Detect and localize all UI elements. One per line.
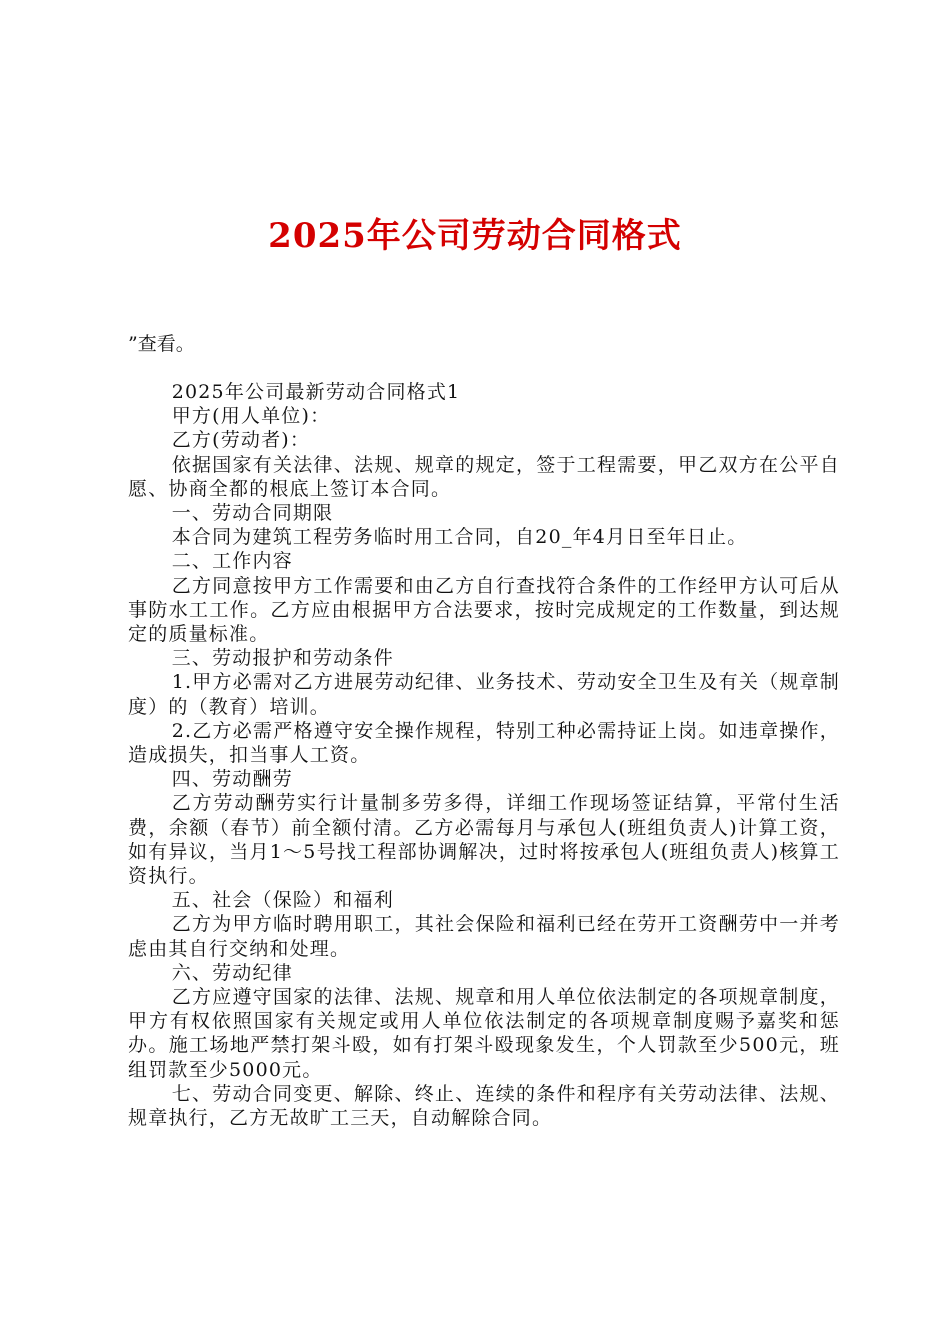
- clause-text-protection-1: 1.甲方必需对乙方进展劳动纪律、业务技术、劳动安全卫生及有关（规章制度）的（教育）培训。: [128, 671, 840, 718]
- page-title: 2025年公司劳动合同格式: [268, 216, 682, 256]
- intro-fragment: ”查看。: [128, 333, 195, 355]
- clause-text-protection-2: 2.乙方必需严格遵守安全操作规程，特别工种必需持证上岗。如违章操作，造成损失，扣当事人工资。: [128, 719, 840, 767]
- preamble-paragraph: 依据国家有关法律、法规、规章的规定，签于工程需要，甲乙双方在公平自愿、协商全都的根底上签订本合同。: [128, 453, 840, 500]
- clause-heading-discipline: 六、劳动纪律: [171, 961, 293, 984]
- party-a-line: 甲方(用人单位)：: [171, 405, 331, 428]
- clause-text-pay: 乙方劳动酬劳实行计量制多劳多得，详细工作现场签证结算，平常付生活费，余额（春节）前全额付清。乙方必需每月与承包人(班组负责人)计算工资，如有异议，当月1～5号找工程部协调解决，过时将按承包人(班组负责人)核算工资执行。: [128, 792, 840, 888]
- clause-heading-insurance: 五、社会（保险）和福利: [171, 889, 394, 912]
- clause-heading-term: 一、劳动合同期限: [171, 502, 334, 525]
- party-b-line: 乙方(劳动者)：: [171, 429, 311, 452]
- contract-body: [128, 380, 840, 1130]
- clause-heading-work: 二、工作内容: [171, 550, 293, 573]
- clause-text-change: 七、劳动合同变更、解除、终止、连续的条件和程序有关劳动法律、法规、规章执行，乙方无故旷工三天，自动解除合同。: [128, 1082, 840, 1130]
- clause-heading-protection: 三、劳动报护和劳动条件: [171, 647, 394, 670]
- clause-text-discipline: 乙方应遵守国家的法律、法规、规章和用人单位依法制定的各项规章制度，甲方有权依照国家有关规定或用人单位依法制定的各项规章制度赐予嘉奖和惩办。施工场地严禁打架斗殴，如有打架斗殴现象发生，个人罚款至少500元，班组罚款至少5000元。: [128, 986, 840, 1081]
- clause-text-work: 乙方同意按甲方工作需要和由乙方自行查找符合条件的工作经甲方认可后从事防水工工作。乙方应由根据甲方合法要求，按时完成规定的工作数量，到达规定的质量标准。: [128, 574, 840, 646]
- clause-heading-pay: 四、劳动酬劳: [171, 768, 293, 791]
- clause-text-term: 本合同为建筑工程劳务临时用工合同，自20_年4月日至年日止。: [171, 526, 748, 549]
- section-heading: 2025年公司最新劳动合同格式1: [171, 381, 461, 403]
- clause-text-insurance: 乙方为甲方临时聘用职工，其社会保险和福利已经在劳开工资酬劳中一并考虑由其自行交纳和处理。: [128, 913, 840, 960]
